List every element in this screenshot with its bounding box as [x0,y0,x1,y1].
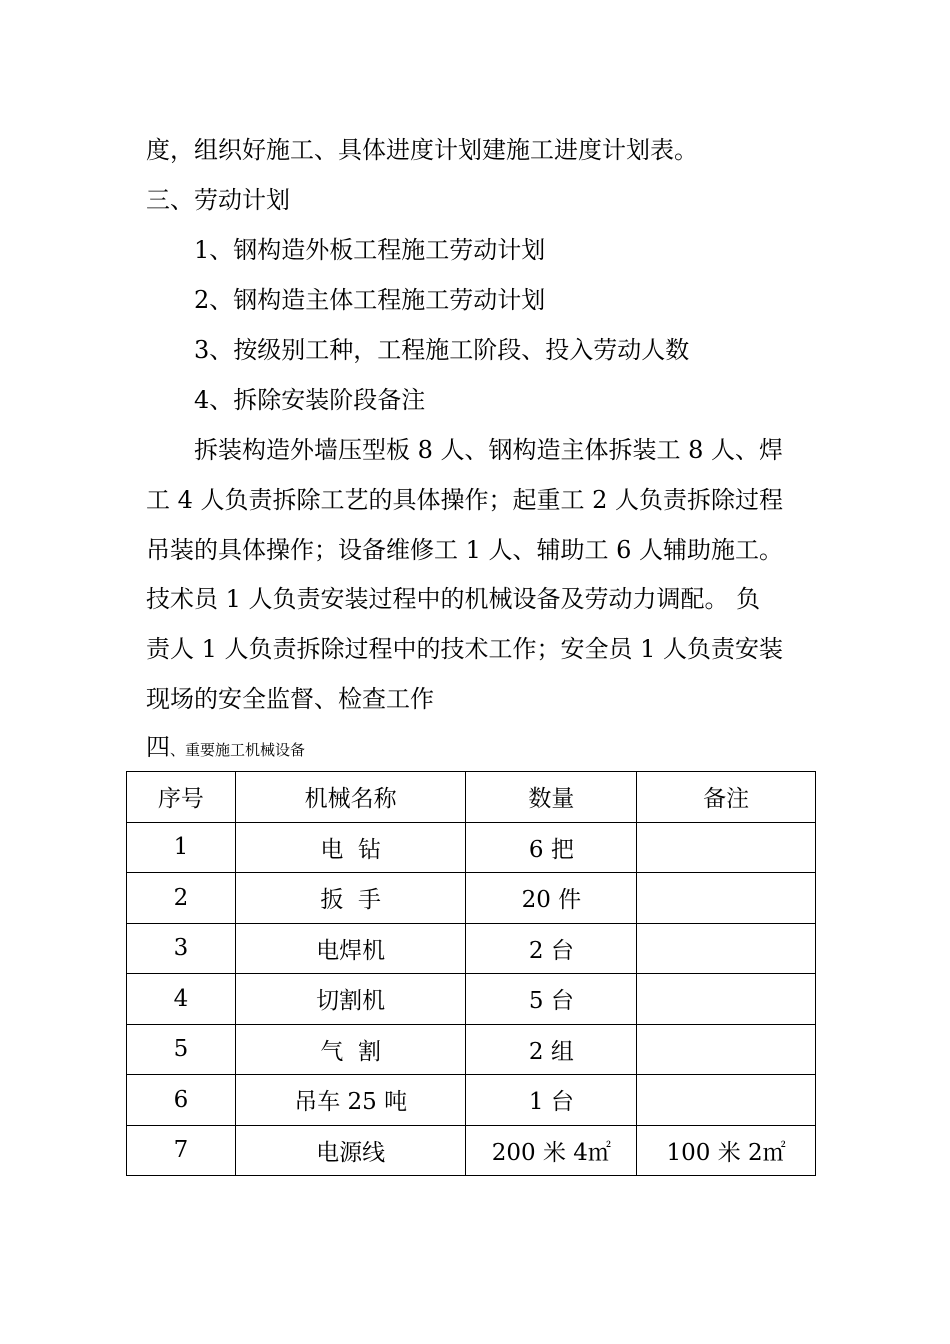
table-cell: 4 [127,974,236,1025]
header-cell: 机械名称 [235,772,466,823]
table-cell [637,873,816,924]
table-cell: 20 件 [466,873,637,924]
table-row [127,1024,816,1075]
header-cell: 备注 [637,772,816,823]
paragraph-line: 技术员 1 人负责安装过程中的机械设备及劳动力调配。 负 [146,585,761,613]
section-title: 、重要施工机械设备 [170,741,306,759]
table-cell: 200 米 4㎡ [466,1125,637,1176]
paragraph-line: 拆装构造外墙压型板 8 人、钢构造主体拆装工 8 人、焊 [194,436,784,464]
paragraph-line: 现场的安全监督、检查工作 [146,685,434,713]
list-item: 2、钢构造主体工程施工劳动计划 [194,286,546,314]
table-cell: 电源线 [235,1125,466,1176]
paragraph-line: 吊装的具体操作；设备维修工 1 人、辅助工 6 人辅助施工。 [146,536,784,564]
table-cell [637,974,816,1025]
table-row [127,873,816,924]
table-cell: 电 钻 [235,822,466,873]
table-cell: 1 台 [466,1075,637,1126]
section-heading-equipment [146,732,305,765]
table-cell: 2 组 [466,1024,637,1075]
section-number: 四 [146,733,170,761]
list-item: 1、钢构造外板工程施工劳动计划 [194,236,546,264]
paragraph-line: 责人 1 人负责拆除过程中的技术工作；安全员 1 人负责安装 [146,635,784,663]
table-cell: 电焊机 [235,923,466,974]
table-cell: 5 [127,1024,236,1075]
list-item: 4、拆除安装阶段备注 [194,386,426,414]
table-cell: 7 [127,1125,236,1176]
table-row [127,822,816,873]
table-cell: 吊车 25 吨 [235,1075,466,1126]
list-item: 3、按级别工种，工程施工阶段、投入劳动人数 [194,336,690,364]
paragraph-line: 度，组织好施工、具体进度计划建施工进度计划表。 [146,136,698,164]
table-cell: 6 [127,1075,236,1126]
table-cell: 1 [127,822,236,873]
table-header-row [127,772,816,823]
table-cell: 扳 手 [235,873,466,924]
section-heading-labor-plan: 三、劳动计划 [146,186,290,214]
table-cell: 2 台 [466,923,637,974]
table-row [127,1125,816,1176]
table-cell [637,923,816,974]
table-cell: 切割机 [235,974,466,1025]
table-row [127,923,816,974]
table-row [127,974,816,1025]
table-cell: 6 把 [466,822,637,873]
table-row [127,1075,816,1126]
table-cell [637,1075,816,1126]
table-cell: 5 台 [466,974,637,1025]
table-cell: 2 [127,873,236,924]
header-cell: 序号 [127,772,236,823]
equipment-table [126,771,816,1176]
paragraph-line: 工 4 人负责拆除工艺的具体操作；起重工 2 人负责拆除过程 [146,486,784,514]
header-cell: 数量 [466,772,637,823]
table-cell: 气 割 [235,1024,466,1075]
table-cell [637,1024,816,1075]
table-cell: 3 [127,923,236,974]
table-cell [637,822,816,873]
table-cell: 100 米 2㎡ [637,1125,816,1176]
